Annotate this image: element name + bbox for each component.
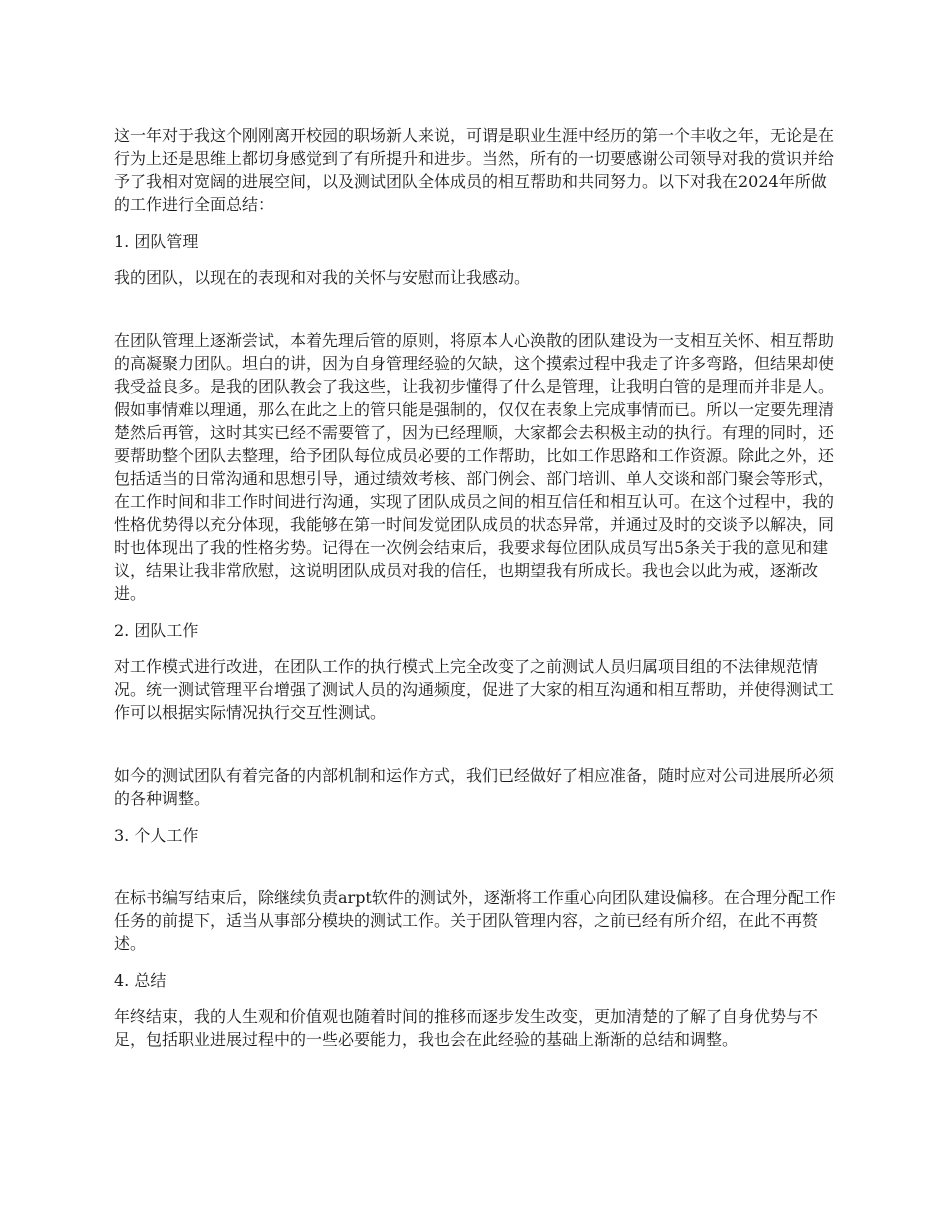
intro-paragraph: 这一年对于我这个刚刚离开校园的职场新人来说，可谓是职业生涯中经历的第一个丰收之年，无论是在行为上还是思维上都切身感觉到了有所提升和进步。当然，所有的一切要感谢公司领导对我的赏识并给予了我相对宽阔的进展空间，以及测试团队全体成员的相互帮助和共同努力。以下对我在2024年所做的工作进行全面总结： bbox=[114, 126, 835, 214]
document-body bbox=[114, 124, 842, 1065]
section-heading-team-work: 2. 团队工作 bbox=[114, 621, 199, 640]
paragraph-summary: 年终结束，我的人生观和价值观也随着时间的推移而逐步发生改变，更加清楚的了解了自身优势与不足，包括职业进展过程中的一些必要能力，我也会在此经验的基础上渐渐的总结和调整。 bbox=[114, 1007, 819, 1049]
paragraph-team-management: 在团队管理上逐渐尝试，本着先理后管的原则，将原本人心涣散的团队建设为一支相互关怀、相互帮助的高凝聚力团队。坦白的讲，因为自身管理经验的欠缺，这个摸索过程中我走了许多弯路，但结果却使我受益良多。是我的团队教会了我这些，让我初步懂得了什么是管理，让我明白管的是理而并非是人。假如事情难以理通，那么在此之上的管只能是强制的，仅仅在表象上完成事情而已。所以一定要先理清楚然后再管，这时其实已经不需要管了，因为已经理顺，大家都会去积极主动的执行。有理的同时，还要帮助整个团队去整理，给予团队每位成员必要的工作帮助，比如工作思路和工作资源。除此之外，还包括适当的日常沟通和思想引导，通过绩效考核、部门例会、部门培训、单人交谈和部门聚会等形式，在工作时间和非工作时间进行沟通，实现了团队成员之间的相互信任和相互认可。在这个过程中，我的性格优势得以充分体现，我能够在第一时间发觉团队成员的状态异常，并通过及时的交谈予以解决，同时也体现出了我的性格劣势。记得在一次例会结束后，我要求每位团队成员写出5条关于我的意见和建议，结果让我非常欣慰，这说明团队成员对我的信任，也期望我有所成长。我也会以此为戒，逐渐改进。 bbox=[114, 331, 835, 603]
paragraph-team-readiness: 如今的测试团队有着完备的内部机制和运作方式，我们已经做好了相应准备，随时应对公司进展所必须的各种调整。 bbox=[114, 766, 835, 808]
section-heading-personal-work: 3. 个人工作 bbox=[114, 826, 199, 845]
paragraph-team-thanks: 我的团队，以现在的表现和对我的关怀与安慰而让我感动。 bbox=[114, 268, 531, 287]
paragraph-personal-work: 在标书编写结束后，除继续负责arpt软件的测试外，逐渐将工作重心向团队建设偏移。在合理分配工作任务的前提下，适当从事部分模块的测试工作。关于团队管理内容，之前已经有所介绍，在此不再赘述。 bbox=[114, 888, 836, 953]
spacer bbox=[114, 860, 842, 886]
spacer bbox=[114, 303, 842, 329]
spacer bbox=[114, 738, 842, 764]
section-heading-team-management: 1. 团队管理 bbox=[114, 232, 199, 251]
section-heading-summary: 4. 总结 bbox=[114, 971, 167, 990]
paragraph-work-mode: 对工作模式进行改进，在团队工作的执行模式上完全改变了之前测试人员归属项目组的不法律规范情况。统一测试管理平台增强了测试人员的沟通频度，促进了大家的相互沟通和相互帮助，并使得测试工作可以根据实际情况执行交互性测试。 bbox=[114, 657, 835, 722]
